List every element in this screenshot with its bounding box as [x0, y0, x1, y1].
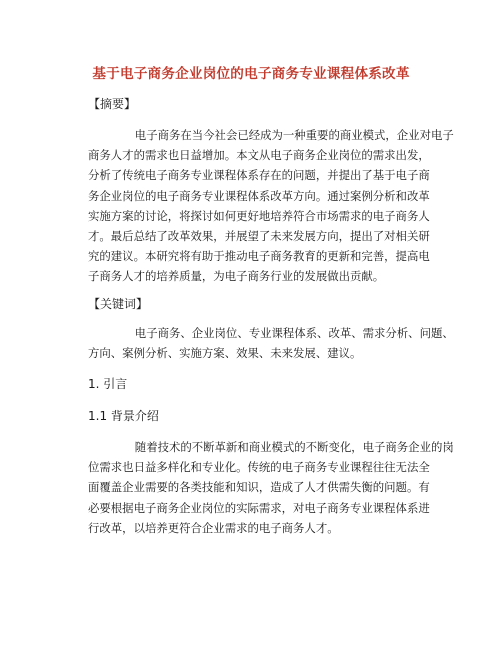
background-line: 随着技术的不断革新和商业模式的不断变化，电子商务企业的岗 — [134, 440, 454, 454]
abstract-heading: 【摘要】 — [88, 97, 137, 111]
keywords-line: 方向、案例分析、实施方案、效果、未来发展、建议。 — [88, 346, 362, 361]
abstract-line: 子商务人才的培养质量，为电子商务行业的发展做出贡献。 — [88, 269, 385, 284]
background-line: 面覆盖企业需要的各类技能和知识，造成了人才供需失衡的问题。有 — [88, 480, 430, 495]
abstract-line: 分析了传统电子商务专业课程体系存在的问题，并提出了基于电子商 — [88, 168, 430, 183]
section-1-heading: 1. 引言 — [88, 377, 128, 391]
keywords-paragraph — [88, 323, 454, 363]
background-line: 行改革，以培养更符合企业需求的电子商务人才。 — [88, 520, 339, 535]
abstract-paragraph — [88, 125, 454, 287]
background-line: 必要根据电子商务企业岗位的实际需求，对电子商务专业课程体系进 — [88, 500, 430, 515]
background-line: 位需求也日益多样化和专业化。传统的电子商务专业课程往往无法全 — [88, 460, 430, 475]
abstract-line: 务企业岗位的电子商务专业课程体系改革方向。通过案例分析和改革 — [88, 188, 430, 203]
abstract-line: 究的建议。本研究将有助于推动电子商务教育的更新和完善，提高电 — [88, 249, 430, 264]
abstract-line: 才。最后总结了改革效果，并展望了未来发展方向，提出了对相关研 — [88, 229, 430, 244]
background-paragraph — [88, 437, 454, 538]
keywords-heading: 【关键词】 — [88, 297, 149, 311]
keywords-line: 电子商务、企业岗位、专业课程体系、改革、需求分析、问题、 — [134, 326, 454, 340]
abstract-line: 商务人才的需求也日益增加。本文从电子商务企业岗位的需求出发， — [88, 148, 430, 163]
section-1-1-heading: 1.1 背景介绍 — [88, 409, 159, 423]
document-title: 基于电子商务企业岗位的电子商务专业课程体系改革 — [92, 66, 410, 82]
abstract-line: 实施方案的讨论，将探讨如何更好地培养符合市场需求的电子商务人 — [88, 208, 430, 223]
abstract-line: 电子商务在当今社会已经成为一种重要的商业模式，企业对电子 — [134, 128, 454, 142]
